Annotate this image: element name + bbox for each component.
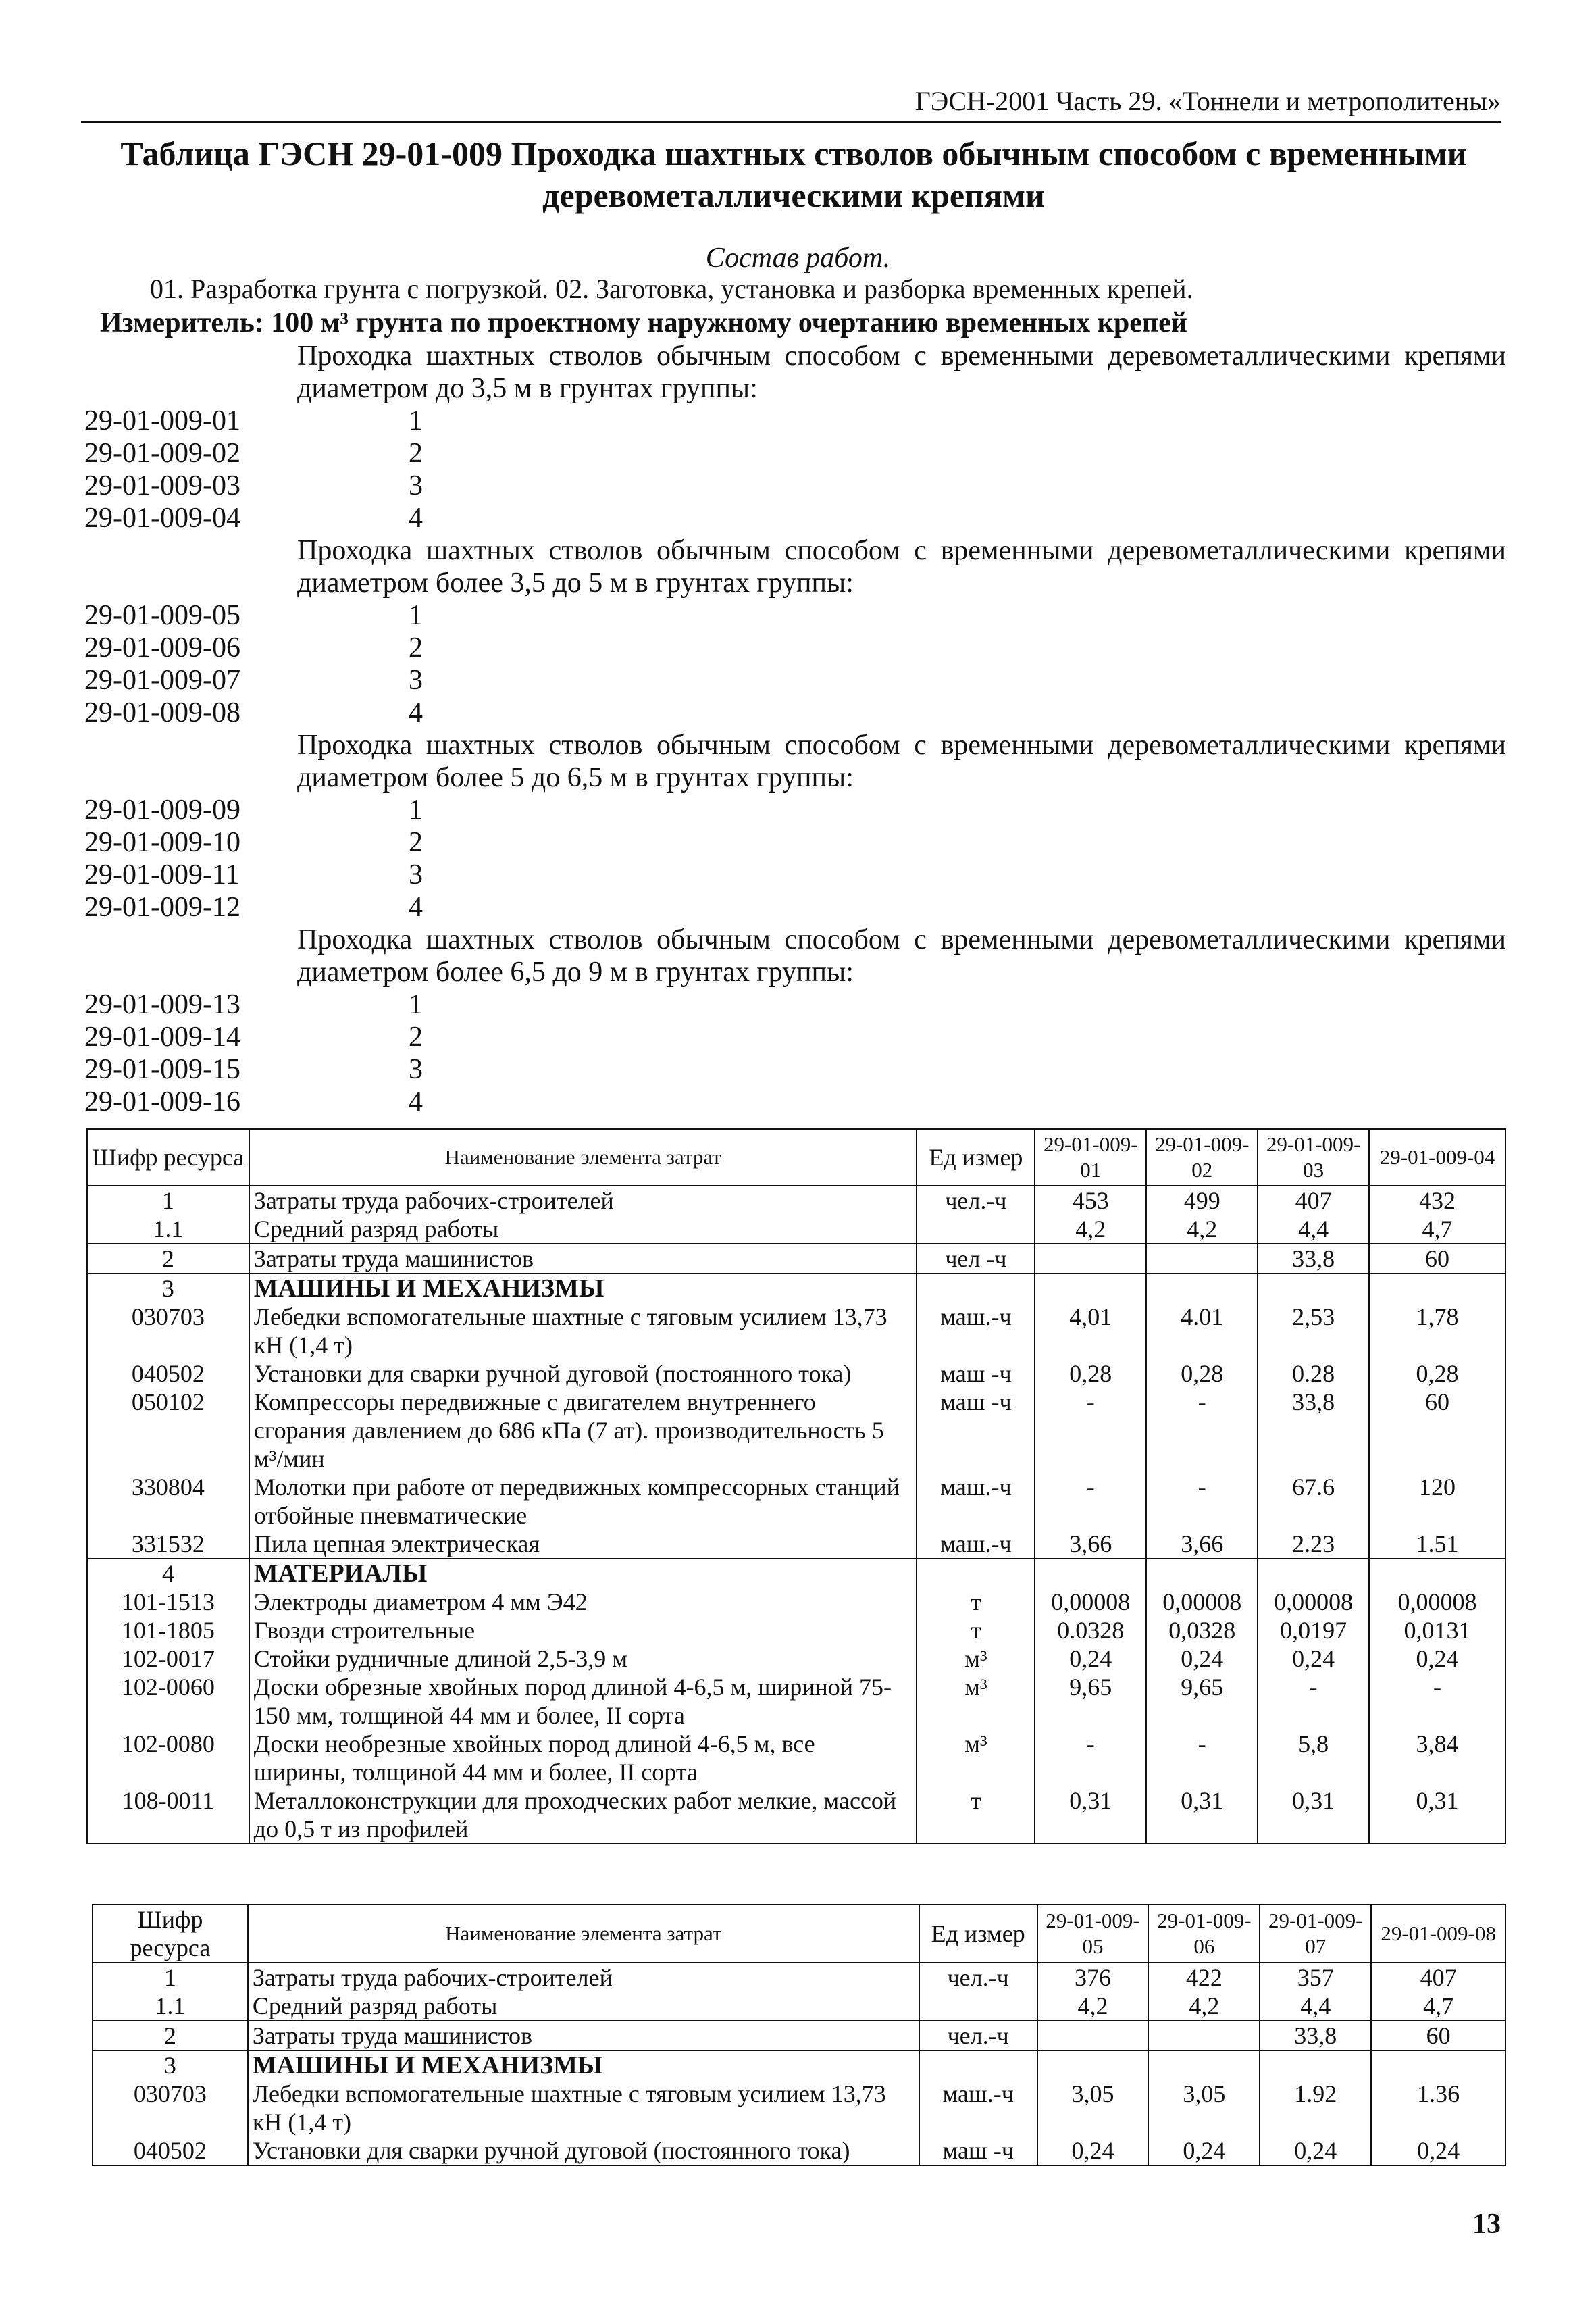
code-row: [84, 1053, 1506, 1086]
table-row: [87, 1215, 1505, 1244]
code-row: [84, 988, 1506, 1021]
cell-value-3: [1258, 1274, 1369, 1303]
cell-value-3: 5,8: [1258, 1730, 1369, 1786]
cell-value-3: 0,0197: [1258, 1616, 1369, 1644]
cell-value-2: [1148, 2051, 1260, 2080]
cell-code: 4: [87, 1559, 249, 1588]
cell-value-1: 9,65: [1035, 1673, 1146, 1730]
section-title: МАТЕРИАЛЫ: [249, 1559, 917, 1588]
resources-table-2: [92, 1904, 1506, 2166]
table-row: [93, 2021, 1505, 2051]
header-col-1: 29-01-009-01: [1035, 1129, 1146, 1186]
header-code: Шифр ресурса: [87, 1129, 249, 1186]
cell-value-1: 4,2: [1037, 1992, 1149, 2021]
cell-value-4: 407: [1371, 1963, 1505, 1992]
soil-group-number: 1: [409, 405, 423, 436]
soil-group-number: 2: [409, 438, 423, 469]
cell-value-4: 1.51: [1369, 1530, 1505, 1559]
cell-value-4: -: [1369, 1673, 1505, 1730]
cell-unit: т: [917, 1616, 1035, 1644]
cell-code: 030703: [93, 2080, 248, 2136]
table-row: [87, 1186, 1505, 1215]
norm-codes-list: [84, 340, 1506, 1118]
soil-group-number: 4: [409, 503, 423, 534]
header-unit: Ед измер: [917, 1129, 1035, 1186]
cell-name: Металлоконструкции для проходческих работ мелкие, массой до 0,5 т из профилей: [249, 1786, 917, 1844]
soil-group-number: 4: [409, 892, 423, 923]
table-row: [87, 1616, 1505, 1644]
cell-unit: чел.-ч: [917, 1186, 1035, 1215]
code-row: [84, 405, 1506, 437]
cell-code: 1.1: [93, 1992, 248, 2021]
cell-unit: т: [917, 1588, 1035, 1616]
norm-code: 29-01-009-15: [84, 1054, 240, 1085]
code-row: [84, 437, 1506, 470]
cell-code: 1.1: [87, 1215, 249, 1244]
cell-value-3: [1260, 2051, 1371, 2080]
cell-value-4: 4,7: [1371, 1992, 1505, 2021]
table-row: [87, 1303, 1505, 1359]
cell-value-3: 2,53: [1258, 1303, 1369, 1359]
cell-unit: [917, 1274, 1035, 1303]
cell-value-4: 1.36: [1371, 2080, 1505, 2136]
cell-name: Гвозди строительные: [249, 1616, 917, 1644]
norm-code: 29-01-009-09: [84, 795, 240, 826]
running-header: ГЭСН-2001 Часть 29. «Тоннели и метрополитены»: [81, 85, 1501, 123]
table-row: [87, 1274, 1505, 1303]
norm-code: 29-01-009-10: [84, 827, 240, 858]
cell-name: Молотки при работе от передвижных компрессорных станций отбойные пневматические: [249, 1473, 917, 1530]
code-row: [84, 859, 1506, 891]
cell-value-3: 0,31: [1258, 1786, 1369, 1844]
cell-value-4: 4,7: [1369, 1215, 1505, 1244]
code-row: [84, 697, 1506, 729]
cell-name: Затраты труда машинистов: [248, 2021, 919, 2051]
norm-code: 29-01-009-16: [84, 1086, 240, 1117]
table-row: [87, 1588, 1505, 1616]
cell-value-1: 0,31: [1035, 1786, 1146, 1844]
norm-code: 29-01-009-06: [84, 632, 240, 663]
cell-value-4: [1369, 1559, 1505, 1588]
code-row: [84, 470, 1506, 502]
cell-code: 2: [87, 1244, 249, 1274]
cell-value-2: 3,05: [1148, 2080, 1260, 2136]
header-name: Наименование элемента затрат: [248, 1905, 919, 1963]
header-col-3: 29-01-009-03: [1258, 1129, 1369, 1186]
cell-value-3: 4,4: [1258, 1215, 1369, 1244]
header-col-1: 29-01-009-05: [1037, 1905, 1149, 1963]
group-title: Проходка шахтных стволов обычным способом с временными деревометаллическими крепями диаметром более 5 до 6,5 м в грунтах группы:: [297, 730, 1506, 793]
header-col-4: 29-01-009-08: [1371, 1905, 1505, 1963]
cell-unit: [917, 1559, 1035, 1588]
cell-code: 102-0017: [87, 1644, 249, 1673]
cell-unit: маш.-ч: [917, 1303, 1035, 1359]
header-unit: Ед измер: [919, 1905, 1037, 1963]
cell-value-3: 0,24: [1258, 1644, 1369, 1673]
page-number: 13: [1472, 2209, 1501, 2240]
cell-value-2: 9,65: [1146, 1673, 1258, 1730]
cell-value-2: 0,00008: [1146, 1588, 1258, 1616]
cell-value-1: 0,24: [1037, 2136, 1149, 2165]
cell-name: Пила цепная электрическая: [249, 1530, 917, 1559]
cell-value-4: 0,24: [1369, 1644, 1505, 1673]
cell-value-1: [1037, 2021, 1149, 2051]
norm-code: 29-01-009-13: [84, 989, 240, 1020]
code-group: [84, 534, 1506, 729]
cell-unit: маш.-ч: [917, 1473, 1035, 1530]
cell-value-2: 0,28: [1146, 1359, 1258, 1388]
group-title: Проходка шахтных стволов обычным способом с временными деревометаллическими крепями диаметром более 6,5 до 9 м в грунтах группы:: [297, 924, 1506, 988]
cell-code: 101-1805: [87, 1616, 249, 1644]
cell-unit: маш -ч: [919, 2136, 1037, 2165]
cell-value-3: 4,4: [1260, 1992, 1371, 2021]
cell-value-1: 3,05: [1037, 2080, 1149, 2136]
cell-unit: [919, 1992, 1037, 2021]
cell-unit: т: [917, 1786, 1035, 1844]
cell-value-4: 0,0131: [1369, 1616, 1505, 1644]
cell-value-2: [1146, 1559, 1258, 1588]
cell-value-3: 2.23: [1258, 1530, 1369, 1559]
table-row: [93, 1992, 1505, 2021]
cell-value-2: 0,0328: [1146, 1616, 1258, 1644]
cell-unit: м³: [917, 1644, 1035, 1673]
table-row: [87, 1473, 1505, 1530]
cell-name: Доски необрезные хвойных пород длиной 4-6,5 м, все ширины, толщиной 44 мм и более, II сорта: [249, 1730, 917, 1786]
cell-value-1: 0.0328: [1035, 1616, 1146, 1644]
code-row: [84, 502, 1506, 534]
cell-code: 2: [93, 2021, 248, 2051]
header-code: Шифр ресурса: [93, 1905, 248, 1963]
table-row: [87, 1388, 1505, 1473]
norm-code: 29-01-009-02: [84, 438, 240, 469]
cell-value-1: 376: [1037, 1963, 1149, 1992]
norm-code: 29-01-009-14: [84, 1022, 240, 1053]
page-title: Таблица ГЭСН 29-01-009 Проходка шахтных стволов обычным способом с временными деревометаллическими крепями: [120, 134, 1467, 214]
resources-table-1: [86, 1128, 1506, 1844]
table-row: [93, 1963, 1505, 1992]
cell-name: Средний разряд работы: [248, 1992, 919, 2021]
cell-code: 1: [87, 1186, 249, 1215]
table-row: [93, 2136, 1505, 2165]
cell-value-4: 0,00008: [1369, 1588, 1505, 1616]
table-row: [87, 1644, 1505, 1673]
table-row: [93, 2051, 1505, 2080]
cell-value-2: 3,66: [1146, 1530, 1258, 1559]
norm-code: 29-01-009-12: [84, 892, 240, 923]
table-row: [87, 1530, 1505, 1559]
cell-value-3: 0,00008: [1258, 1588, 1369, 1616]
soil-group-number: 4: [409, 697, 423, 728]
cell-value-3: 33,8: [1258, 1244, 1369, 1274]
soil-group-number: 1: [409, 600, 423, 631]
cell-value-1: 0,00008: [1035, 1588, 1146, 1616]
cell-code: 3: [87, 1274, 249, 1303]
cell-code: 108-0011: [87, 1786, 249, 1844]
cell-value-1: 3,66: [1035, 1530, 1146, 1559]
work-composition-label: Состав работ.: [705, 243, 891, 274]
code-row: [84, 664, 1506, 697]
cell-name: Доски обрезные хвойных пород длиной 4-6,5 м, шириной 75-150 мм, толщиной 44 мм и более, II сорта: [249, 1673, 917, 1730]
norm-code: 29-01-009-11: [84, 859, 240, 890]
code-row: [84, 1086, 1506, 1118]
cell-value-2: [1146, 1244, 1258, 1274]
cell-value-1: [1037, 2051, 1149, 2080]
cell-name: Затраты труда рабочих-строителей: [249, 1186, 917, 1215]
norm-code: 29-01-009-03: [84, 470, 240, 501]
code-row: [84, 891, 1506, 924]
cell-value-3: [1258, 1559, 1369, 1588]
cell-unit: [919, 2051, 1037, 2080]
cell-code: 040502: [87, 1359, 249, 1388]
header-col-3: 29-01-009-07: [1260, 1905, 1371, 1963]
cell-value-2: 4,2: [1146, 1215, 1258, 1244]
cell-code: 331532: [87, 1530, 249, 1559]
group-title: Проходка шахтных стволов обычным способом с временными деревометаллическими крепями диаметром до 3,5 м в грунтах группы:: [297, 341, 1506, 404]
cell-value-3: 0.28: [1258, 1359, 1369, 1388]
cell-value-3: 0,24: [1260, 2136, 1371, 2165]
cell-code: 3: [93, 2051, 248, 2080]
header-col-2: 29-01-009-02: [1146, 1129, 1258, 1186]
cell-value-2: 0,31: [1146, 1786, 1258, 1844]
norm-code: 29-01-009-08: [84, 697, 240, 728]
cell-value-2: 0,24: [1146, 1644, 1258, 1673]
cell-name: Затраты труда рабочих-строителей: [248, 1963, 919, 1992]
code-row: [84, 794, 1506, 826]
cell-value-4: 432: [1369, 1186, 1505, 1215]
table-row: [87, 1359, 1505, 1388]
cell-value-4: [1371, 2051, 1505, 2080]
cell-value-3: -: [1258, 1673, 1369, 1730]
cell-value-2: [1146, 1274, 1258, 1303]
cell-value-3: 1.92: [1260, 2080, 1371, 2136]
cell-value-1: [1035, 1559, 1146, 1588]
code-row: [84, 632, 1506, 664]
cell-code: 030703: [87, 1303, 249, 1359]
cell-value-1: 453: [1035, 1186, 1146, 1215]
cell-name: Электроды диаметром 4 мм Э42: [249, 1588, 917, 1616]
cell-value-1: 0,24: [1035, 1644, 1146, 1673]
cell-code: 1: [93, 1963, 248, 1992]
cell-value-3: 33,8: [1260, 2021, 1371, 2051]
table-row: [93, 2080, 1505, 2136]
table-row: [87, 1244, 1505, 1274]
cell-code: 102-0060: [87, 1673, 249, 1730]
section-title: МАШИНЫ И МЕХАНИЗМЫ: [248, 2051, 919, 2080]
cell-value-1: 4,2: [1035, 1215, 1146, 1244]
cell-unit: чел.-ч: [919, 2021, 1037, 2051]
cell-value-4: 60: [1371, 2021, 1505, 2051]
cell-unit: маш.-ч: [919, 2080, 1037, 2136]
cell-name: Затраты труда машинистов: [249, 1244, 917, 1274]
section-title: МАШИНЫ И МЕХАНИЗМЫ: [249, 1274, 917, 1303]
cell-value-2: 422: [1148, 1963, 1260, 1992]
table-row: [87, 1673, 1505, 1730]
group-title: Проходка шахтных стволов обычным способом с временными деревометаллическими крепями диаметром более 3,5 до 5 м в грунтах группы:: [297, 535, 1506, 599]
cell-value-4: 60: [1369, 1388, 1505, 1473]
table-row: [87, 1730, 1505, 1786]
cell-value-2: 0,24: [1148, 2136, 1260, 2165]
norm-code: 29-01-009-07: [84, 665, 240, 696]
measure-unit: Измеритель: 100 м³ грунта по проектному наружному очертанию временных крепей: [100, 307, 1187, 338]
cell-name: Установки для сварки ручной дуговой (постоянного тока): [248, 2136, 919, 2165]
cell-name: Лебедки вспомогательные шахтные с тяговым усилием 13,73 кН (1,4 т): [249, 1303, 917, 1359]
header-col-4: 29-01-009-04: [1369, 1129, 1505, 1186]
cell-value-1: -: [1035, 1730, 1146, 1786]
header-name: Наименование элемента затрат: [249, 1129, 917, 1186]
cell-value-2: 4,2: [1148, 1992, 1260, 2021]
cell-value-3: 357: [1260, 1963, 1371, 1992]
soil-group-number: 3: [409, 470, 423, 501]
cell-value-2: [1148, 2021, 1260, 2051]
code-row: [84, 1021, 1506, 1053]
soil-group-number: 3: [409, 859, 423, 890]
cell-value-4: 60: [1369, 1244, 1505, 1274]
cell-code: 330804: [87, 1473, 249, 1530]
cell-value-3: 407: [1258, 1186, 1369, 1215]
code-row: [84, 826, 1506, 859]
cell-value-3: 33,8: [1258, 1388, 1369, 1473]
cell-value-4: 0,24: [1371, 2136, 1505, 2165]
cell-code: 050102: [87, 1388, 249, 1473]
cell-value-4: 0,31: [1369, 1786, 1505, 1844]
cell-code: 040502: [93, 2136, 248, 2165]
code-row: [84, 599, 1506, 632]
norm-code: 29-01-009-05: [84, 600, 240, 631]
cell-value-2: -: [1146, 1388, 1258, 1473]
cell-value-1: -: [1035, 1388, 1146, 1473]
cell-unit: чел.-ч: [919, 1963, 1037, 1992]
cell-value-1: 4,01: [1035, 1303, 1146, 1359]
soil-group-number: 3: [409, 665, 423, 696]
soil-group-number: 2: [409, 827, 423, 858]
soil-group-number: 2: [409, 632, 423, 663]
soil-group-number: 1: [409, 795, 423, 826]
soil-group-number: 4: [409, 1086, 423, 1117]
cell-unit: маш -ч: [917, 1388, 1035, 1473]
cell-unit: маш.-ч: [917, 1530, 1035, 1559]
code-group: [84, 340, 1506, 534]
cell-name: Стойки рудничные длиной 2,5-3,9 м: [249, 1644, 917, 1673]
soil-group-number: 3: [409, 1054, 423, 1085]
cell-unit: чел -ч: [917, 1244, 1035, 1274]
norm-code: 29-01-009-01: [84, 405, 240, 436]
cell-value-4: 1,78: [1369, 1303, 1505, 1359]
table-row: [87, 1786, 1505, 1844]
cell-name: Лебедки вспомогательные шахтные с тяговым усилием 13,73 кН (1,4 т): [248, 2080, 919, 2136]
cell-name: Компрессоры передвижные с двигателем внутреннего сгорания давлением до 686 кПа (7 ат). производительность 5 м³/мин: [249, 1388, 917, 1473]
cell-value-2: -: [1146, 1473, 1258, 1530]
cell-value-4: 3,84: [1369, 1730, 1505, 1786]
cell-value-1: -: [1035, 1473, 1146, 1530]
cell-value-2: 499: [1146, 1186, 1258, 1215]
cell-code: 102-0080: [87, 1730, 249, 1786]
work-composition-text: 01. Разработка грунта с погрузкой. 02. Заготовка, установка и разборка временных крепей.: [150, 274, 1193, 304]
cell-unit: [917, 1215, 1035, 1244]
cell-value-4: [1369, 1274, 1505, 1303]
table-row: [87, 1559, 1505, 1588]
cell-value-4: 120: [1369, 1473, 1505, 1530]
code-group: [84, 729, 1506, 924]
cell-unit: м³: [917, 1673, 1035, 1730]
cell-name: Установки для сварки ручной дуговой (постоянного тока): [249, 1359, 917, 1388]
cell-unit: м³: [917, 1730, 1035, 1786]
cell-value-2: 4.01: [1146, 1303, 1258, 1359]
header-col-2: 29-01-009-06: [1148, 1905, 1260, 1963]
cell-value-1: 0,28: [1035, 1359, 1146, 1388]
cell-code: 101-1513: [87, 1588, 249, 1616]
cell-value-1: [1035, 1274, 1146, 1303]
code-group: [84, 924, 1506, 1118]
soil-group-number: 2: [409, 1022, 423, 1053]
soil-group-number: 1: [409, 989, 423, 1020]
cell-value-1: [1035, 1244, 1146, 1274]
norm-code: 29-01-009-04: [84, 503, 240, 534]
cell-value-2: -: [1146, 1730, 1258, 1786]
cell-unit: маш -ч: [917, 1359, 1035, 1388]
cell-value-3: 67.6: [1258, 1473, 1369, 1530]
cell-value-4: 0,28: [1369, 1359, 1505, 1388]
cell-name: Средний разряд работы: [249, 1215, 917, 1244]
